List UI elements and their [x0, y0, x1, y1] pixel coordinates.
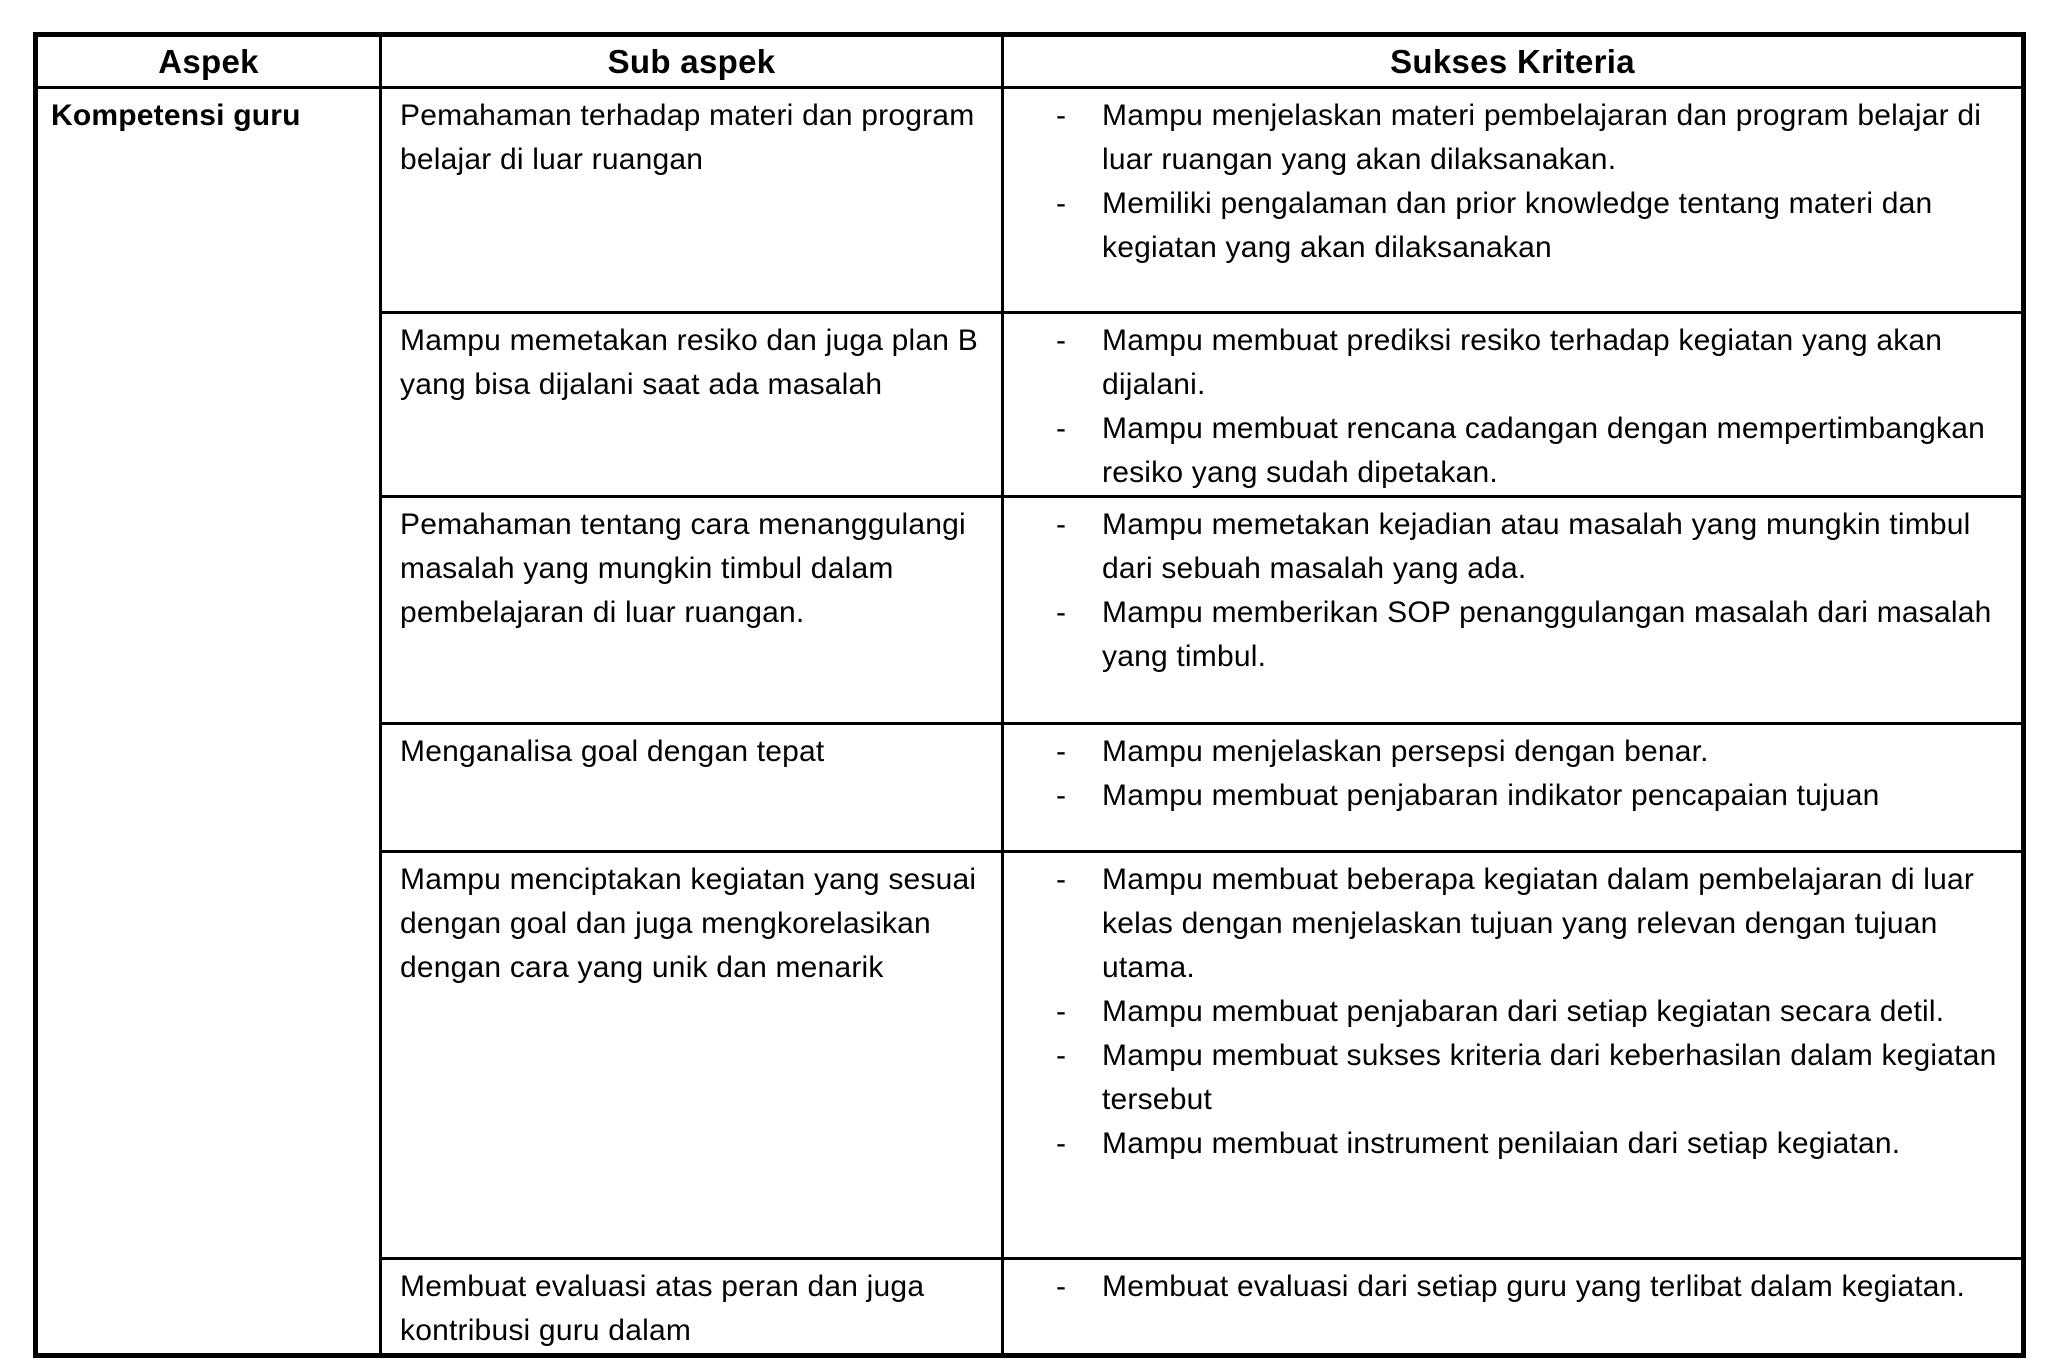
dash-bullet: -	[1056, 1127, 1067, 1160]
dash-bullet: -	[1056, 1270, 1067, 1303]
sub-aspek-text: Menganalisa goal dengan tepat	[400, 735, 825, 768]
sub-aspek-text: Pemahaman tentang cara menanggulangi masalah yang mungkin timbul dalam pembelajaran di luar ruangan.	[400, 508, 966, 629]
header-sukses-kriteria: Sukses Kriteria	[1003, 35, 2024, 88]
kriteria-item	[1004, 774, 2011, 818]
kriteria-cell	[1003, 724, 2024, 852]
sub-aspek-text: Mampu menciptakan kegiatan yang sesuai dengan goal dan juga mengkorelasikan dengan cara yang unik dan menarik	[400, 863, 977, 984]
dash-bullet: -	[1056, 324, 1067, 357]
kriteria-text: Mampu membuat rencana cadangan dengan mempertimbangkan resiko yang sudah dipetakan.	[1102, 412, 1985, 489]
sub-aspek-cell	[381, 88, 1003, 313]
sub-aspek-text: Mampu memetakan resiko dan juga plan B yang bisa dijalani saat ada masalah	[400, 324, 978, 401]
kriteria-item	[1004, 94, 2011, 182]
dash-bullet: -	[1056, 995, 1067, 1028]
table-header-row	[36, 35, 2024, 88]
dash-bullet: -	[1056, 863, 1067, 896]
dash-bullet: -	[1056, 779, 1067, 812]
kriteria-cell	[1003, 88, 2024, 313]
kriteria-text: Mampu memetakan kejadian atau masalah yang mungkin timbul dari sebuah masalah yang ada.	[1102, 508, 1971, 585]
kriteria-text: Mampu membuat penjabaran dari setiap kegiatan secara detil.	[1102, 995, 1945, 1028]
kriteria-item	[1004, 730, 2011, 774]
kriteria-item	[1004, 1034, 2011, 1122]
kriteria-text: Mampu membuat sukses kriteria dari keberhasilan dalam kegiatan tersebut	[1102, 1039, 1997, 1116]
dash-bullet: -	[1056, 508, 1067, 541]
kriteria-cell	[1003, 313, 2024, 497]
kriteria-item	[1004, 319, 2011, 407]
sub-aspek-cell	[381, 724, 1003, 852]
sub-aspek-text: Pemahaman terhadap materi dan program belajar di luar ruangan	[400, 99, 975, 176]
header-aspek: Aspek	[36, 35, 381, 88]
aspek-label: Kompetensi guru	[51, 99, 301, 132]
kriteria-text: Memiliki pengalaman dan prior knowledge tentang materi dan kegiatan yang akan dilaksanakan	[1102, 187, 1933, 264]
kriteria-item	[1004, 182, 2011, 270]
sub-aspek-cell	[381, 852, 1003, 1259]
criteria-table	[33, 32, 2026, 1358]
dash-bullet: -	[1056, 187, 1067, 220]
kriteria-item	[1004, 1122, 2011, 1166]
kriteria-text: Membuat evaluasi dari setiap guru yang terlibat dalam kegiatan.	[1102, 1270, 1966, 1303]
dash-bullet: -	[1056, 596, 1067, 629]
kriteria-item	[1004, 1265, 2011, 1309]
kriteria-text: Mampu membuat penjabaran indikator pencapaian tujuan	[1102, 779, 1880, 812]
dash-bullet: -	[1056, 735, 1067, 768]
kriteria-cell	[1003, 852, 2024, 1259]
table-row	[36, 88, 2024, 313]
dash-bullet: -	[1056, 412, 1067, 445]
kriteria-item	[1004, 503, 2011, 591]
kriteria-text: Mampu membuat beberapa kegiatan dalam pembelajaran di luar kelas dengan menjelaskan tujuan yang relevan dengan tujuan utama.	[1102, 863, 1975, 984]
kriteria-item	[1004, 990, 2011, 1034]
kriteria-text: Mampu membuat instrument penilaian dari setiap kegiatan.	[1102, 1127, 1901, 1160]
sub-aspek-cell	[381, 497, 1003, 724]
sub-aspek-cell	[381, 313, 1003, 497]
kriteria-item	[1004, 858, 2011, 990]
header-sub-aspek: Sub aspek	[381, 35, 1003, 88]
dash-bullet: -	[1056, 1039, 1067, 1072]
kriteria-text: Mampu memberikan SOP penanggulangan masalah dari masalah yang timbul.	[1102, 596, 1992, 673]
kriteria-cell	[1003, 1259, 2024, 1356]
sub-aspek-cell	[381, 1259, 1003, 1356]
kriteria-text: Mampu menjelaskan persepsi dengan benar.	[1102, 735, 1709, 768]
kriteria-item	[1004, 407, 2011, 495]
kriteria-cell	[1003, 497, 2024, 724]
kriteria-item	[1004, 591, 2011, 679]
aspek-cell	[36, 88, 381, 1356]
sub-aspek-text: Membuat evaluasi atas peran dan juga kontribusi guru dalam	[400, 1270, 925, 1347]
dash-bullet: -	[1056, 99, 1067, 132]
kriteria-text: Mampu menjelaskan materi pembelajaran dan program belajar di luar ruangan yang akan dilaksanakan.	[1102, 99, 1982, 176]
kriteria-text: Mampu membuat prediksi resiko terhadap kegiatan yang akan dijalani.	[1102, 324, 1943, 401]
